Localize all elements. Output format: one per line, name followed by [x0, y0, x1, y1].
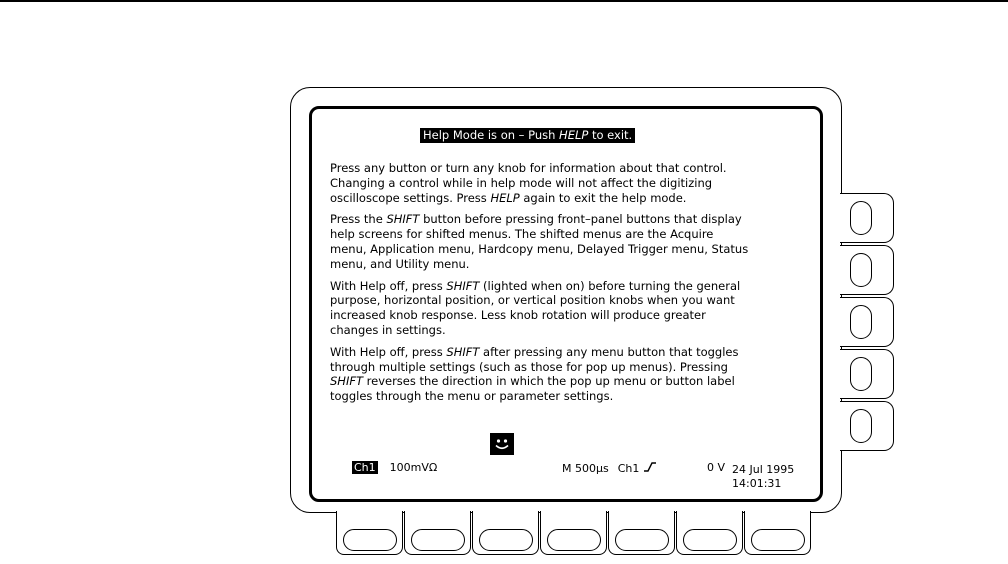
- side-button-knob[interactable]: [850, 305, 872, 339]
- shift-key: SHIFT: [386, 212, 420, 227]
- text-run: reverses the direction in which the pop up menu or button label toggles through the menu or parameter settings.: [330, 374, 735, 404]
- trigger-level: 0 V: [707, 461, 726, 474]
- shift-key: SHIFT: [446, 278, 480, 293]
- text-run: Press any button or turn any knob for information about that control. Changing a control while in help mode will not affect the digitizing oscilloscope settings. Press: [330, 161, 727, 205]
- bottom-menu-button-1[interactable]: [336, 511, 403, 555]
- time-readout: 14:01:31: [732, 477, 782, 490]
- side-menu-button-5[interactable]: [840, 401, 894, 451]
- bottom-menu-button-3[interactable]: [472, 511, 539, 555]
- shift-key: SHIFT: [330, 374, 363, 389]
- bottom-menu-button-5[interactable]: [608, 511, 675, 555]
- side-menu-button-1[interactable]: [840, 193, 894, 243]
- date-readout: 24 Jul 1995: [732, 463, 795, 476]
- bottom-menu-button-7[interactable]: [744, 511, 811, 555]
- ch1-badge: Ch1: [354, 461, 376, 474]
- channel-readout: [352, 461, 437, 475]
- bottom-menu-button-6[interactable]: [676, 511, 743, 555]
- trigger-source: Ch1: [617, 462, 640, 475]
- text-run: (lighted when on) before turning the general purpose, horizontal position, or vertical position knobs when you want increased knob response. Less knob rotation will produce greater changes in settings.: [330, 278, 741, 337]
- bottom-menu-button-4[interactable]: [540, 511, 607, 555]
- banner-suffix: to exit.: [588, 128, 633, 142]
- side-menu-button-3[interactable]: [840, 297, 894, 347]
- bottom-button-knob[interactable]: [479, 529, 533, 551]
- help-text: [330, 161, 750, 411]
- timebase-value: M 500μs: [562, 462, 609, 475]
- side-button-knob[interactable]: [850, 357, 872, 391]
- help-paragraph-1: [330, 161, 750, 205]
- text-run: Press the: [330, 212, 387, 227]
- help-paragraph-3: [330, 279, 750, 338]
- banner-help-key: HELP: [559, 128, 589, 142]
- text-run: With Help off, press: [330, 278, 447, 293]
- volts-per-div: 100mVΩ: [389, 461, 438, 474]
- timebase-readout: [562, 461, 657, 476]
- page-top-rule: [0, 0, 1008, 2]
- text-run: button before pressing front–panel buttons that display help screens for shifted menus. The shifted menus are the Acquire menu, Application menu, Hardcopy menu, Delayed Trigger menu, Status menu, and Utility menu.: [330, 212, 749, 271]
- bottom-button-knob[interactable]: [411, 529, 465, 551]
- side-button-knob[interactable]: [850, 201, 872, 235]
- bottom-button-knob[interactable]: [615, 529, 669, 551]
- shift-key: SHIFT: [446, 344, 480, 359]
- text-run: after pressing any menu button that toggles through multiple settings (such as those for pop up menus). Pressing: [330, 344, 739, 374]
- text-run: With Help off, press: [330, 344, 447, 359]
- bottom-button-knob[interactable]: [343, 529, 397, 551]
- text-run: again to exit the help mode.: [519, 190, 687, 205]
- bottom-button-knob[interactable]: [683, 529, 737, 551]
- rising-edge-icon: [643, 461, 657, 473]
- side-menu-button-4[interactable]: [840, 349, 894, 399]
- help-mode-banner: [420, 128, 635, 143]
- help-paragraph-4: [330, 345, 750, 404]
- help-key: HELP: [490, 190, 520, 205]
- side-menu-button-2[interactable]: [840, 245, 894, 295]
- side-button-knob[interactable]: [850, 409, 872, 443]
- oscilloscope-screen: [309, 106, 823, 502]
- bottom-button-knob[interactable]: [751, 529, 805, 551]
- side-button-knob[interactable]: [850, 253, 872, 287]
- banner-prefix: Help Mode is on – Push: [423, 128, 560, 142]
- help-paragraph-2: [330, 212, 750, 271]
- bottom-button-knob[interactable]: [547, 529, 601, 551]
- smiley-face-icon: [490, 433, 514, 455]
- bottom-menu-button-2[interactable]: [404, 511, 471, 555]
